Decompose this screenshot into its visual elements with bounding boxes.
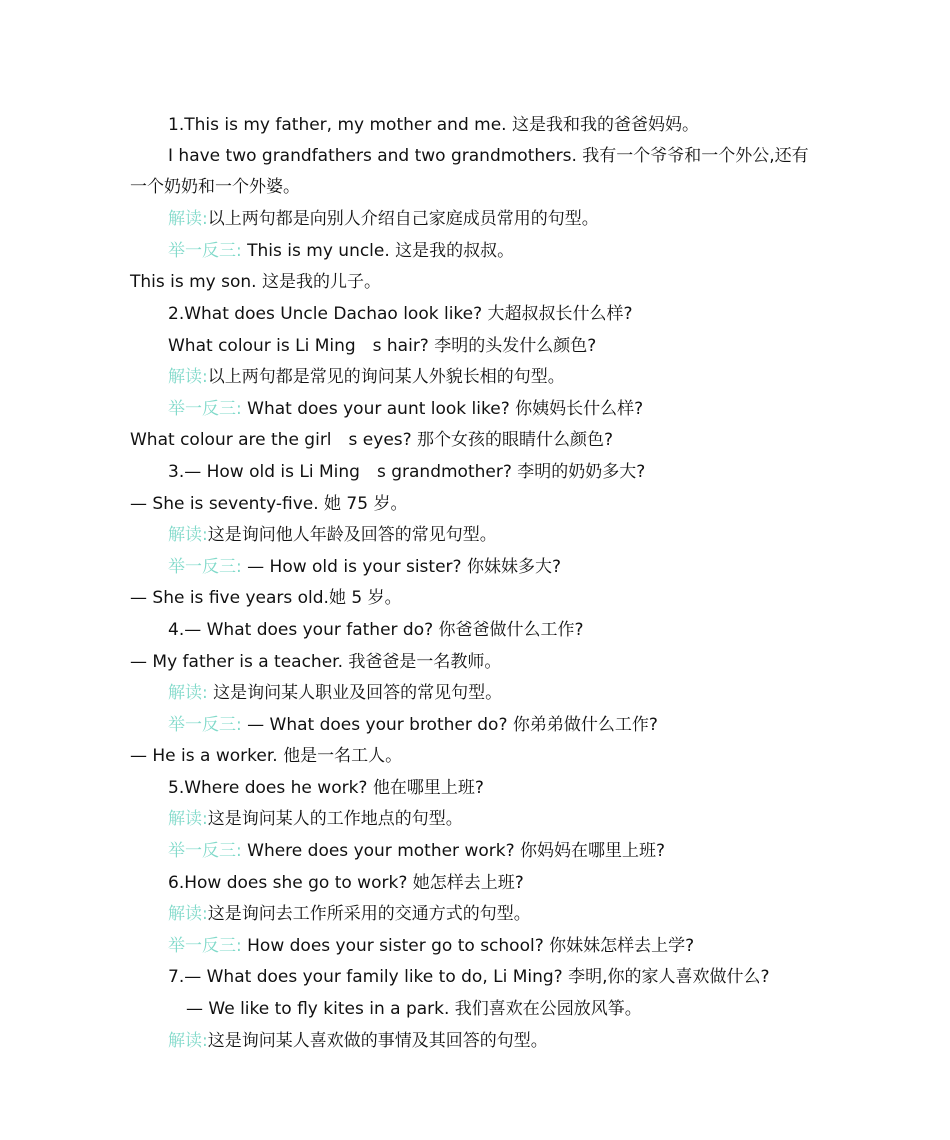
example-label: 举一反三: (168, 715, 242, 735)
sentence-6: 6.How does she go to work? 她怎样去上班? (168, 873, 524, 893)
example-3 (168, 556, 561, 578)
example-4 (168, 714, 658, 736)
explanation-label: 解读: (168, 209, 208, 229)
explanation-1 (168, 208, 599, 230)
example-3-answer: — She is five years old.她 5 岁。 (130, 588, 402, 608)
example-label: 举一反三: (168, 936, 242, 956)
sentence-4: 4.— What does your father do? 你爸爸做什么工作? (168, 620, 584, 640)
example-1 (168, 240, 514, 262)
example-text: What does your aunt look like? 你姨妈长什么样? (241, 399, 644, 419)
explanation-4 (168, 682, 502, 704)
example-label: 举一反三: (168, 841, 242, 861)
example-2-cont: What colour are the girl s eyes? 那个女孩的眼睛什么颜色? (130, 430, 614, 450)
example-label: 举一反三: (168, 399, 242, 419)
explanation-text: 以上两句都是向别人介绍自己家庭成员常用的句型。 (207, 209, 599, 229)
sentence-3: 3.— How old is Li Ming s grandmother? 李明的奶奶多大? (168, 462, 646, 482)
explanation-7 (168, 1030, 548, 1052)
sentence-4-answer: — My father is a teacher. 我爸爸是一名教师。 (130, 652, 502, 672)
explanation-label: 解读: (168, 1031, 208, 1051)
sentence-2b: What colour is Li Ming s hair? 李明的头发什么颜色? (168, 336, 597, 356)
explanation-text: 这是询问某人的工作地点的句型。 (207, 809, 463, 829)
example-text: How does your sister go to school? 你妹妹怎样去上学? (241, 936, 695, 956)
example-text: This is my uncle. 这是我的叔叔。 (241, 241, 515, 261)
explanation-3 (168, 524, 497, 546)
explanation-6 (168, 903, 531, 925)
sentence-7-answer: — We like to fly kites in a park. 我们喜欢在公园放风筝。 (186, 999, 642, 1019)
sentence-7: 7.— What does your family like to do, Li Ming? 李明,你的家人喜欢做什么? (168, 967, 770, 987)
sentence-1b-cont: 一个奶奶和一个外婆。 (130, 177, 300, 197)
explanation-label: 解读: (168, 683, 208, 703)
explanation-5 (168, 808, 463, 830)
example-label: 举一反三: (168, 557, 242, 577)
explanation-label: 解读: (168, 525, 208, 545)
explanation-text: 这是询问某人喜欢做的事情及其回答的句型。 (207, 1031, 548, 1051)
sentence-2: 2.What does Uncle Dachao look like? 大超叔叔长什么样? (168, 304, 633, 324)
sentence-5: 5.Where does he work? 他在哪里上班? (168, 778, 484, 798)
example-4-answer: — He is a worker. 他是一名工人。 (130, 746, 403, 766)
explanation-text: 这是询问某人职业及回答的常见句型。 (207, 683, 503, 703)
sentence-1: 1.This is my father, my mother and me. 这是我和我的爸爸妈妈。 (168, 115, 699, 135)
explanation-label: 解读: (168, 904, 208, 924)
explanation-text: 以上两句都是常见的询问某人外貌长相的句型。 (207, 367, 565, 387)
example-text: — How old is your sister? 你妹妹多大? (241, 557, 561, 577)
example-text: Where does your mother work? 你妈妈在哪里上班? (241, 841, 666, 861)
example-2 (168, 398, 643, 420)
explanation-label: 解读: (168, 367, 208, 387)
explanation-text: 这是询问去工作所采用的交通方式的句型。 (207, 904, 531, 924)
sentence-3-answer: — She is seventy-five. 她 75 岁。 (130, 494, 408, 514)
example-5 (168, 840, 665, 862)
example-text: — What does your brother do? 你弟弟做什么工作? (241, 715, 658, 735)
example-1-cont: This is my son. 这是我的儿子。 (130, 272, 381, 292)
explanation-2 (168, 366, 565, 388)
explanation-label: 解读: (168, 809, 208, 829)
sentence-1b: I have two grandfathers and two grandmothers. 我有一个爷爷和一个外公,还有 (168, 146, 809, 166)
example-label: 举一反三: (168, 241, 242, 261)
explanation-text: 这是询问他人年龄及回答的常见句型。 (207, 525, 497, 545)
example-6 (168, 935, 694, 957)
